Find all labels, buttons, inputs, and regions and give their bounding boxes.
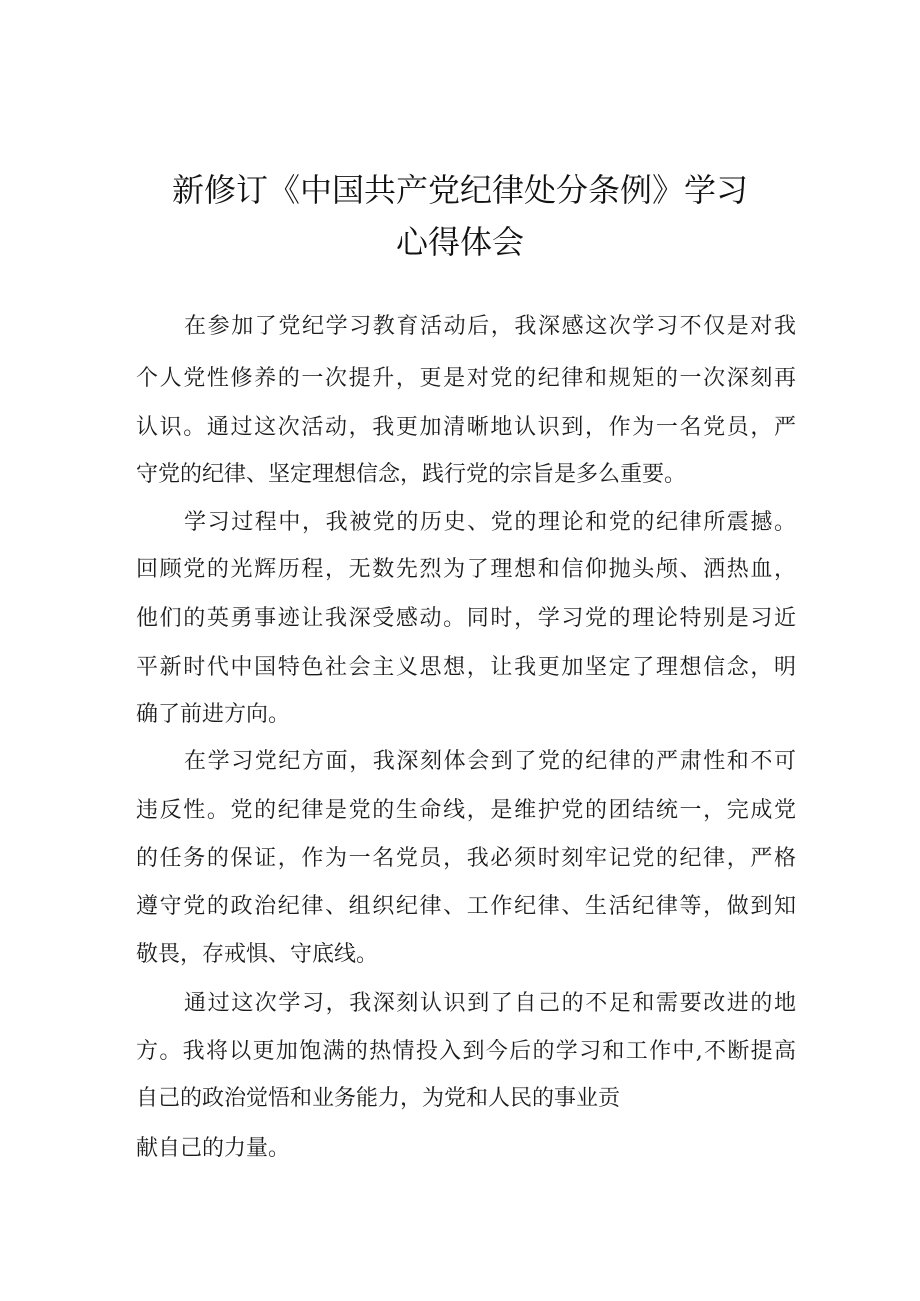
document-title-line-1: 新修订《中国共产党纪律处分条例》学习: [171, 171, 748, 209]
paragraph-2-line-3: 他们的英勇事迹让我深受感动。同时，学习党的理论特别是习近: [136, 606, 796, 631]
paragraph-4-line-4: 献自己的力量。: [136, 1136, 291, 1161]
paragraph-3-line-3: 的任务的保证，作为一名党员，我必须时刻牢记党的纪律，严格: [136, 846, 796, 871]
paragraph-3-line-4: 遵守党的政治纪律、组织纪律、工作纪律、生活纪律等，做到知: [136, 894, 796, 919]
paragraph-3-line-1: 在学习党纪方面，我深刻体会到了党的纪律的严肃性和不可: [184, 749, 796, 774]
paragraph-2-line-5: 确了前进方向。: [136, 702, 291, 727]
paragraph-2-line-1: 学习过程中，我被党的历史、党的理论和党的纪律所震撼。: [184, 510, 796, 535]
paragraph-4-line-1: 通过这次学习，我深刻认识到了自己的不足和需要改进的地: [184, 991, 796, 1016]
paragraph-1-line-1: 在参加了党纪学习教育活动后，我深感这次学习不仅是对我: [184, 314, 796, 339]
paragraph-1-line-3: 认识。通过这次活动，我更加清晰地认识到，作为一名党员，严: [136, 415, 796, 440]
paragraph-4-line-3: 自己的政治觉悟和业务能力，为党和人民的事业贡: [136, 1086, 621, 1111]
paragraph-3-line-2: 违反性。党的纪律是党的生命线，是维护党的团结统一，完成党: [136, 798, 796, 823]
paragraph-1-line-4: 守党的纪律、坚定理想信念，践行党的宗旨是多么重要。: [136, 462, 687, 487]
paragraph-1-line-2: 个人党性修养的一次提升，更是对党的纪律和规矩的一次深刻再: [136, 366, 796, 391]
paragraph-3-line-5: 敬畏，存戒惧、守底线。: [136, 942, 379, 967]
paragraph-2-line-2: 回顾党的光辉历程，无数先烈为了理想和信仰抛头颅、洒热血，: [136, 557, 796, 582]
document-title-line-2: 心得体会: [395, 223, 524, 261]
paragraph-4-line-2: 方。我将以更加饱满的热情投入到今后的学习和工作中,不断提高: [136, 1039, 796, 1064]
paragraph-2-line-4: 平新时代中国特色社会主义思想，让我更加坚定了理想信念，明: [136, 655, 796, 680]
